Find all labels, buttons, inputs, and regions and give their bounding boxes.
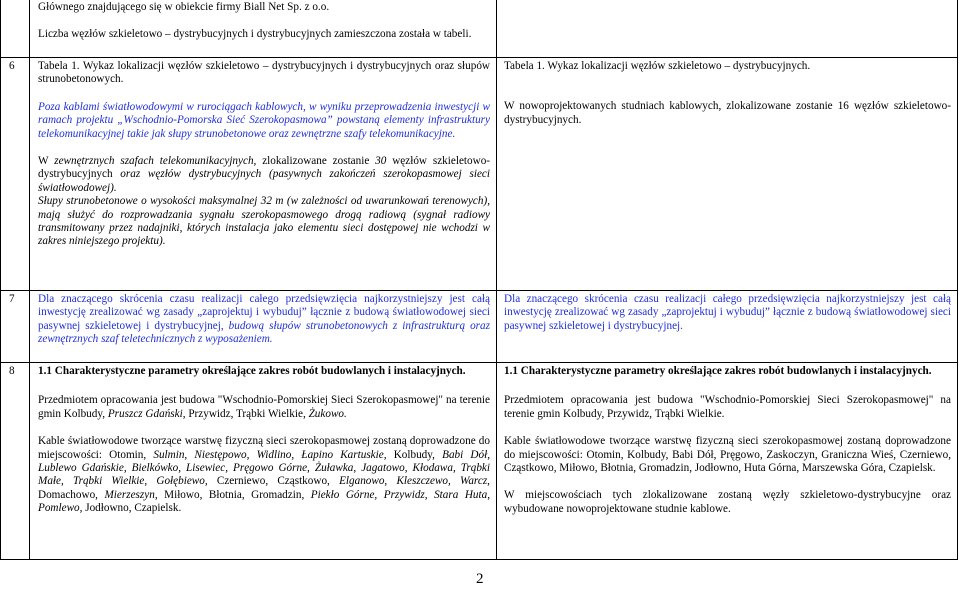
- p2-italic-c: oraz węzłów dystrybucyjnych (pasywnych zakończeń szerokopasmowej sieci światłowodowej).: [38, 168, 490, 194]
- row7-left-blue-text: Dla znaczącego skrócenia czasu realizacji całego przedsięwzięcia najkorzystniejszy jest całą inwestycję zrealizować wg zasady „zaprojektuj i wybuduj” łącznie z budową światłowodowej sieci pasywnej szkieletowej i dystrybucyjnej,: [38, 293, 490, 332]
- r8-p1-b: , Przywidz, Trąbki Wielkie,: [182, 407, 309, 420]
- row7-right-paragraph: Dla znaczącego skrócenia czasu realizacji całego przedsięwzięcia najkorzystniejszy jest całą inwestycję zrealizować wg zasady „zaprojektuj i wybuduj” łącznie z budową światłowodowej sieci pasywnej szkieletowej i dystrybucyjnej.: [504, 293, 951, 332]
- row-number-6: 6: [9, 60, 15, 72]
- row6-right-cell: [504, 60, 951, 127]
- row-number-8: 8: [9, 365, 15, 377]
- row7-left-cell: [38, 293, 490, 347]
- row6-left-paragraph-2: [38, 155, 490, 195]
- p2-italic-b: 30: [375, 155, 387, 168]
- top-row-line-2: Liczba węzłów szkieletowo – dystrybucyjnych i dystrybucyjnych zamieszczona została w tabeli.: [38, 28, 472, 41]
- p2-italic-a: zewnętrznych szafach telekomunikacyjnych,: [54, 155, 257, 168]
- r8-p2-a: Kable światłowodowe tworzące warstwę fizyczną sieci szerokopasmowej zostaną doprowadzone do miejscowości: Otomin,: [38, 435, 490, 461]
- top-row-left-cell: [38, 1, 490, 42]
- row6-left-cell: [38, 60, 490, 249]
- r8-p2-it4: Mierzeszyn,: [104, 488, 158, 501]
- row8-left-paragraph-1: [38, 394, 490, 421]
- row-divider-6: [0, 57, 958, 58]
- table-left-border: [0, 0, 1, 560]
- r8-p2-d: Domachowo,: [38, 488, 105, 501]
- row8-right-heading: 1.1 Charakterystyczne parametry określające zakres robót budowlanych i instalacyjnych.: [504, 365, 932, 377]
- row6-right-title: Tabela 1. Wykaz lokalizacji węzłów szkieletowo – dystrybucyjnych.: [504, 60, 811, 72]
- r8-p1-it2: Żukowo.: [308, 407, 347, 420]
- row8-left-paragraph-2: [38, 435, 490, 515]
- row7-right-cell: [504, 293, 951, 333]
- table-bottom-border: [0, 559, 958, 560]
- row7-left-paragraph: [38, 293, 490, 347]
- p2-text-a: W: [38, 155, 55, 168]
- row8-right-paragraph-1: Przedmiotem opracowania jest budowa "Wschodnio-Pomorskiej Sieci Szerokopasmowej" na terenie gmin Kolbudy, Przywidz, Trąbki Wielkie.: [504, 394, 951, 420]
- r8-p2-c: Czerniewo, Cząstkowo,: [207, 475, 340, 488]
- row8-left-cell: [38, 365, 490, 516]
- row-divider-7: [0, 290, 958, 291]
- page-number: 2: [476, 571, 484, 587]
- r8-p2-f: Jodłowno, Czapielsk.: [82, 502, 182, 515]
- r8-p1-it: Pruszcz Gdański: [107, 407, 183, 420]
- r8-p1-a: Przedmiotem opracowania jest budowa "Wschodnio-Pomorskiej Sieci Szerokopasmowej" na terenie gmin Kolbudy,: [38, 394, 490, 420]
- row8-right-cell: [504, 365, 951, 516]
- row6-left-italic-paragraph: Poza kablami światłowodowymi w rurociągach kablowych, w wyniku przeprowadzenia inwestycji w ramach projektu „Wschodnio-Pomorska Sieć Szerokopasmowa” powstaną elementy infrastruktury telekomunikacyjnej takie jak słupy strunobetonowe oraz zewnętrzne szafy telekomunikacyjne.: [38, 100, 490, 140]
- p2-text-b: zlokalizowane zostanie: [256, 155, 376, 168]
- r8-p2-it3: Elganowo, Kleszczewo, Warcz,: [339, 475, 490, 488]
- row6-right-paragraph: W nowoprojektowanych studniach kablowych, zlokalizowane zostanie 16 węzłów szkieletowo- dystrybucyjnych.: [504, 100, 951, 126]
- r8-p2-b: Kolbudy,: [386, 448, 443, 461]
- row6-left-title: Tabela 1. Wykaz lokalizacji węzłów szkieletowo – dystrybucyjnych i dystrybucyjnych oraz słupów strunobetonowych.: [38, 60, 490, 86]
- r8-p2-it5: Piekło Górne, Przywidz, Stara Huta, Pomlewo,: [38, 488, 491, 515]
- row-number-7: 7: [9, 293, 15, 305]
- number-column-divider: [29, 0, 30, 560]
- r8-p2-it: Sulmin, Niestępowo, Widlino, Łapino Kartuskie,: [153, 448, 387, 461]
- row8-right-paragraph-2: Kable światłowodowe tworzące warstwę fizyczną sieci szerokopasmowej zostaną doprowadzone do miejscowości: Otomin, Kolbudy, Babi Dół, Pręgowo, Zaskoczyn, Graniczna Wieś, Czerniewo, Cząstkowo, Miłowo, Błotnia, Gromadzin, Jodłowno, Huta Górna, Marszewska Góra, Czapielsk.: [504, 435, 951, 475]
- table-right-border: [957, 0, 958, 560]
- row6-left-paragraph-3: Słupy strunobetonowe o wysokości maksymalnej 32 m (w zależności od uwarunkowań terenowych), mają służyć do rozprowadzania sygnału szerokopasmowego drogą radiową (sygnał radiowy transmitowany przez nadajniki, których instalacja jako elementu sieci dostępowej nie wchodzi w zakres niniejszego projektu).: [38, 195, 490, 248]
- row8-right-paragraph-3: W miejscowościach tych zlokalizowane zostaną węzły szkieletowo-dystrybucyjne oraz wybudowane nowoprojektowane studnie kablowe.: [504, 489, 951, 515]
- row7-left-blue-italic: budową słupów strunobetonowych z infrastrukturą oraz zewnętrznych szaf teletechnicznych z wyposażeniem.: [38, 319, 490, 346]
- p2-text-c: węzłów szkieletowo- dystrybucyjnych: [38, 155, 491, 181]
- r8-p2-it2: Babi Dół, Lublewo Gdańskie, Bielkówko, Lisewiec, Pręgowo Górne, Żuławka, Jagatowo, Kłodawa, Trąbki Małe, Trąbki Wielkie, Gołębiewo,: [38, 448, 490, 488]
- row-divider-8: [0, 362, 958, 363]
- row8-left-heading: 1.1 Charakterystyczne parametry określające zakres robót budowlanych i instalacyjnych.: [38, 365, 466, 377]
- top-row-line-1: Głównego znajdującego się w obiekcie firmy Biall Net Sp. z o.o.: [38, 1, 330, 13]
- r8-p2-e: Miłowo, Błotnia, Gromadzin,: [157, 488, 311, 501]
- middle-column-divider: [496, 0, 497, 560]
